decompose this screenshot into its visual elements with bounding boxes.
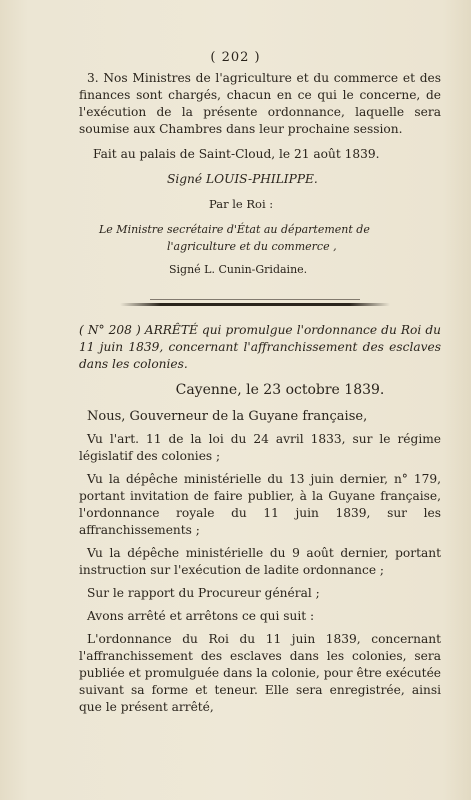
signature-minister: Signé L. Cunin-Gridaine.	[169, 263, 308, 276]
arrete-body: L'ordonnance du Roi du 11 juin 1839, concernant l'affranchissement des esclaves dans les colonies, sera publiée et promulguée dans la colonie, pour être exécutée suivant sa forme et teneur. Elle sera enregistrée, ainsi que le présent arrêté,	[79, 632, 441, 714]
vu-depeche-aout: Vu la dépêche ministérielle du 9 août dernier, portant instruction sur l'exécution de ladite ordonnance ;	[79, 546, 441, 577]
sur-le-rapport: Sur le rapport du Procureur général ;	[87, 586, 320, 600]
arrete-header: ( N° 208 ) ARRÊTÉ qui promulgue l'ordonnance du Roi du 11 juin 1839, concernant l'affranchissement des esclaves dans les colonies.	[79, 323, 441, 371]
separator-rule	[120, 303, 390, 306]
section-arrete-208	[79, 322, 441, 716]
minister-title-line1: Le Ministre secrétaire d'État au département de	[99, 223, 370, 236]
signature-king: Signé LOUIS-PHILIPPE.	[167, 172, 318, 186]
par-le-roi: Par le Roi :	[209, 197, 274, 211]
nous-gouverneur: Nous, Gouverneur de la Guyane française,	[87, 409, 368, 424]
page-number: ( 202 )	[210, 50, 261, 65]
minister-title-line2: l'agriculture et du commerce ,	[167, 240, 337, 253]
place-date: Cayenne, le 23 octobre 1839.	[175, 382, 385, 398]
section-ordonnance-end	[79, 70, 441, 278]
vu-depeche-juin: Vu la dépêche ministérielle du 13 juin dernier, n° 179, portant invitation de faire publier, à la Guyane française, l'ordonnance royale du 11 juin 1839, sur les affranchissements ;	[79, 472, 441, 537]
separator-rule-thin	[150, 299, 360, 300]
article-3: 3. Nos Ministres de l'agriculture et du commerce et des finances sont chargés, chacun en ce qui le concerne, de l'exécution de la présente ordonnance, laquelle sera soumise aux Chambres dans leur prochaine session.	[79, 71, 441, 136]
vu-loi: Vu l'art. 11 de la loi du 24 avril 1833, sur le régime législatif des colonies ;	[79, 432, 441, 463]
fait-au-palais: Fait au palais de Saint-Cloud, le 21 août 1839.	[93, 147, 380, 161]
avons-arrete: Avons arrêté et arrêtons ce qui suit :	[87, 609, 315, 623]
